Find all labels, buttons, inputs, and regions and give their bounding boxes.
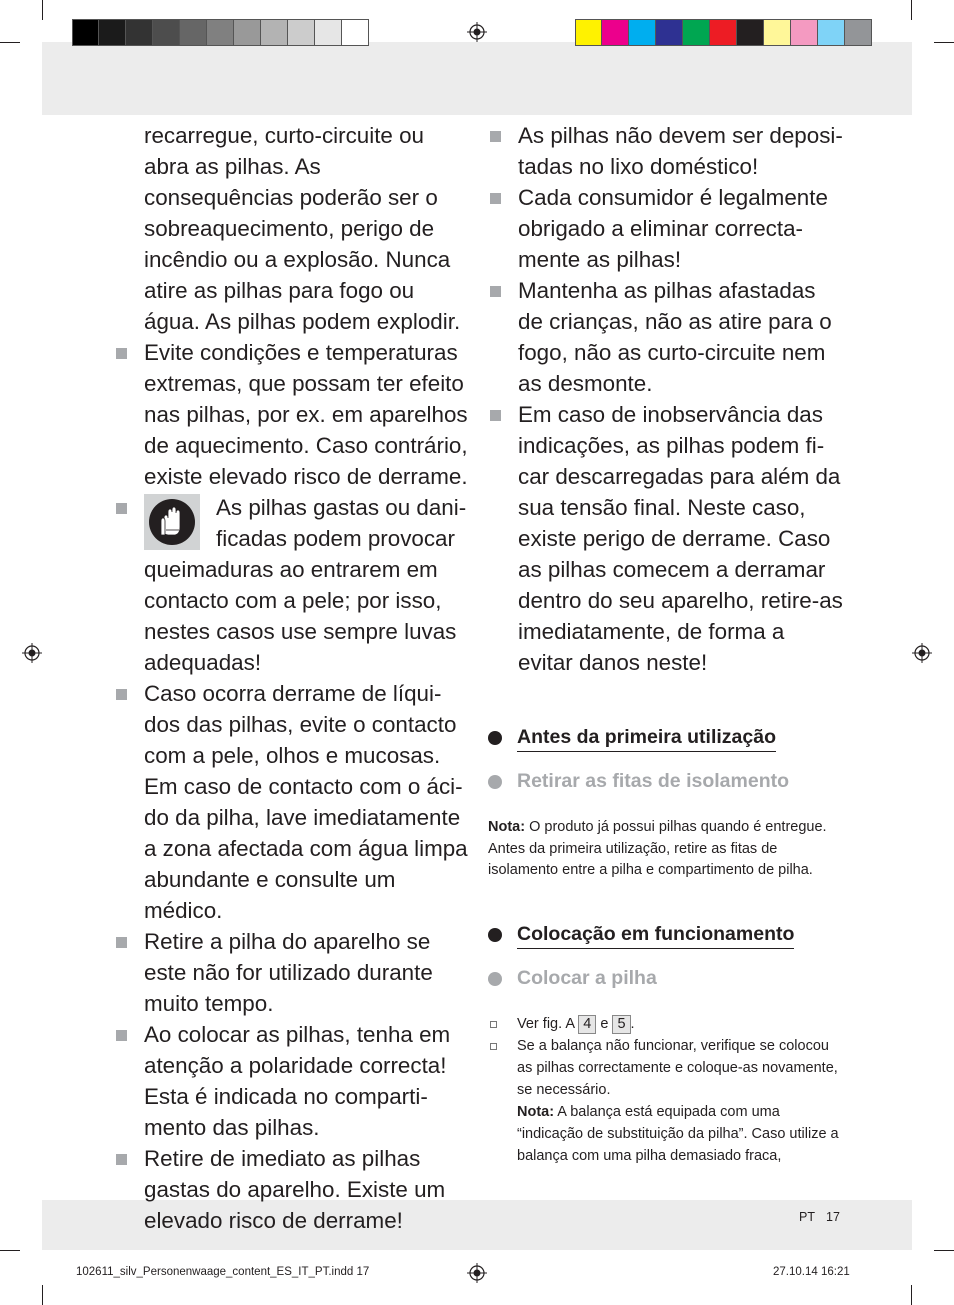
registration-mark-icon xyxy=(467,1263,487,1283)
square-bullet-icon xyxy=(490,193,501,204)
color-swatch xyxy=(710,19,737,46)
bullet-text: As pilhas gastas ou danificadas podem provocar queimaduras ao entrarem em contacto com a pele; por isso, nestes casos use sempre luvas adequadas! xyxy=(144,495,467,675)
note-label: Nota: xyxy=(517,1104,555,1120)
square-bullet-icon xyxy=(490,410,501,421)
grey-swatch xyxy=(261,19,288,46)
square-bullet-icon xyxy=(116,937,127,948)
square-bullet-icon xyxy=(116,503,127,514)
bullet-item xyxy=(488,120,844,182)
left-column xyxy=(114,120,470,1236)
gloves-warning-icon xyxy=(144,494,200,550)
color-swatch xyxy=(791,19,818,46)
bullet-item xyxy=(114,1143,470,1236)
registration-mark-icon xyxy=(467,22,487,42)
bullet-item xyxy=(114,337,470,492)
circle-bullet-icon xyxy=(488,775,502,789)
grey-swatch xyxy=(288,19,315,46)
grey-swatch xyxy=(99,19,126,46)
slug-date: 27.10.14 16:21 xyxy=(773,1266,850,1278)
checkbox-bullet-icon xyxy=(490,1021,497,1028)
crop-mark xyxy=(911,0,912,20)
square-bullet-icon xyxy=(116,1030,127,1041)
header-band xyxy=(42,42,912,115)
list-item: Ver fig. A 4 e 5 . xyxy=(488,1013,840,1035)
checkbox-bullet-icon xyxy=(490,1043,497,1050)
bullet-text: Retire a pilha do aparelho se este não for utilizado durante muito tempo. xyxy=(144,929,433,1016)
paragraph: recarregue, curto-circuite ou abra as pilhas. As consequências poderão ser o sobreaquecimento, perigo de incêndio ou a explosão. Nunca atire as pilhas para fogo ou água. As pilhas podem explodir. xyxy=(144,123,461,334)
note-label: Nota: xyxy=(488,819,526,835)
bullet-item xyxy=(488,182,844,275)
right-column xyxy=(488,120,844,678)
color-swatch xyxy=(764,19,791,46)
color-swatch xyxy=(818,19,845,46)
note-paragraph xyxy=(488,817,840,882)
crop-mark xyxy=(42,0,43,20)
bullet-text: Em caso de inobservância das indicações, as pilhas podem ficar descarregadas para além da sua tensão final. Neste caso, existe perigo de derrame. Caso as pilhas comecem a derramar dentro do seu aparelho, retire-as imediatamente, de forma a evitar danos neste! xyxy=(518,402,843,675)
bullet-item xyxy=(114,926,470,1019)
bullet-text: Cada consumidor é legalmente obrigado a eliminar correctamente as pilhas! xyxy=(518,185,828,272)
grey-swatch xyxy=(126,19,153,46)
crop-mark xyxy=(934,1250,954,1251)
grey-swatch xyxy=(153,19,180,46)
bullet-text: Retire de imediato as pilhas gastas do aparelho. Existe um elevado risco de derrame! xyxy=(144,1146,446,1233)
crop-mark xyxy=(0,1250,20,1251)
square-bullet-icon xyxy=(490,131,501,142)
square-bullet-icon xyxy=(116,1154,127,1165)
color-swatch xyxy=(575,19,602,46)
bullet-text: Mantenha as pilhas afastadas de crianças, não as atire para o fogo, não as curto-circuite nem as desmonte. xyxy=(518,278,832,396)
crop-mark xyxy=(911,1285,912,1305)
grey-swatch xyxy=(342,19,369,46)
square-bullet-icon xyxy=(116,689,127,700)
bullet-item xyxy=(114,492,470,678)
page-number: 17 xyxy=(826,1210,840,1224)
process-color-bar xyxy=(575,19,872,46)
page-language: PT xyxy=(799,1210,815,1224)
grey-swatch xyxy=(72,19,99,46)
registration-mark-icon xyxy=(912,643,932,663)
note-text: O produto já possui pilhas quando é entregue. Antes da primeira utilização, retire as fitas de isolamento entre a pilha e compartimento de pilha. xyxy=(488,819,827,878)
grey-swatch xyxy=(315,19,342,46)
bullet-item xyxy=(488,275,844,399)
crop-mark xyxy=(42,1285,43,1305)
bullet-text: Caso ocorra derrame de líquidos das pilhas, evite o contacto com a pele, olhos e mucosas. Em caso de contacto com o ácido da pilha, lave imediatamente a zona afectada com água limpa abundante e consulte um médico. xyxy=(144,681,468,923)
bullet-item xyxy=(488,399,844,678)
crop-mark xyxy=(0,42,20,43)
color-swatch xyxy=(845,19,872,46)
bullet-text: As pilhas não devem ser depositadas no lixo doméstico! xyxy=(518,123,843,179)
grey-swatch xyxy=(234,19,261,46)
color-swatch xyxy=(683,19,710,46)
grey-swatch xyxy=(180,19,207,46)
crop-mark xyxy=(934,42,954,43)
greyscale-color-bar xyxy=(72,19,369,46)
registration-mark-icon xyxy=(22,643,42,663)
square-bullet-icon xyxy=(116,348,127,359)
color-swatch xyxy=(656,19,683,46)
grey-swatch xyxy=(207,19,234,46)
bullet-text: Ao colocar as pilhas, tenha em atenção a polaridade correcta! Esta é indicada no compartimento das pilhas. xyxy=(144,1022,451,1140)
list-item: Se a balança não funcionar, verifique se colocou as pilhas correctamente e coloque-as novamente, se necessário. Nota: A balança está equipada com uma “indicação de substituição da pilha”. Caso utilize a balança com uma pilha demasiado fraca, xyxy=(488,1035,840,1167)
color-swatch xyxy=(737,19,764,46)
note-text: A balança está equipada com uma “indicação de substituição da pilha”. Caso utilize a balança com uma pilha demasiado fraca, xyxy=(517,1104,839,1164)
figure-ref: 5 xyxy=(612,1015,630,1034)
figure-ref: 4 xyxy=(578,1015,596,1034)
circle-bullet-icon xyxy=(488,928,502,942)
slug-filename: 102611_silv_Personenwaage_content_ES_IT_PT.indd 17 xyxy=(76,1266,370,1278)
circle-bullet-icon xyxy=(488,972,502,986)
bullet-text: Evite condições e temperaturas extremas, que possam ter efeito nas pilhas, por ex. em aparelhos de aquecimento. Caso contrário, existe elevado risco de derrame. xyxy=(144,340,468,489)
circle-bullet-icon xyxy=(488,731,502,745)
bullet-item xyxy=(114,1019,470,1143)
square-bullet-icon xyxy=(490,286,501,297)
color-swatch xyxy=(602,19,629,46)
color-swatch xyxy=(629,19,656,46)
bullet-item xyxy=(114,678,470,926)
